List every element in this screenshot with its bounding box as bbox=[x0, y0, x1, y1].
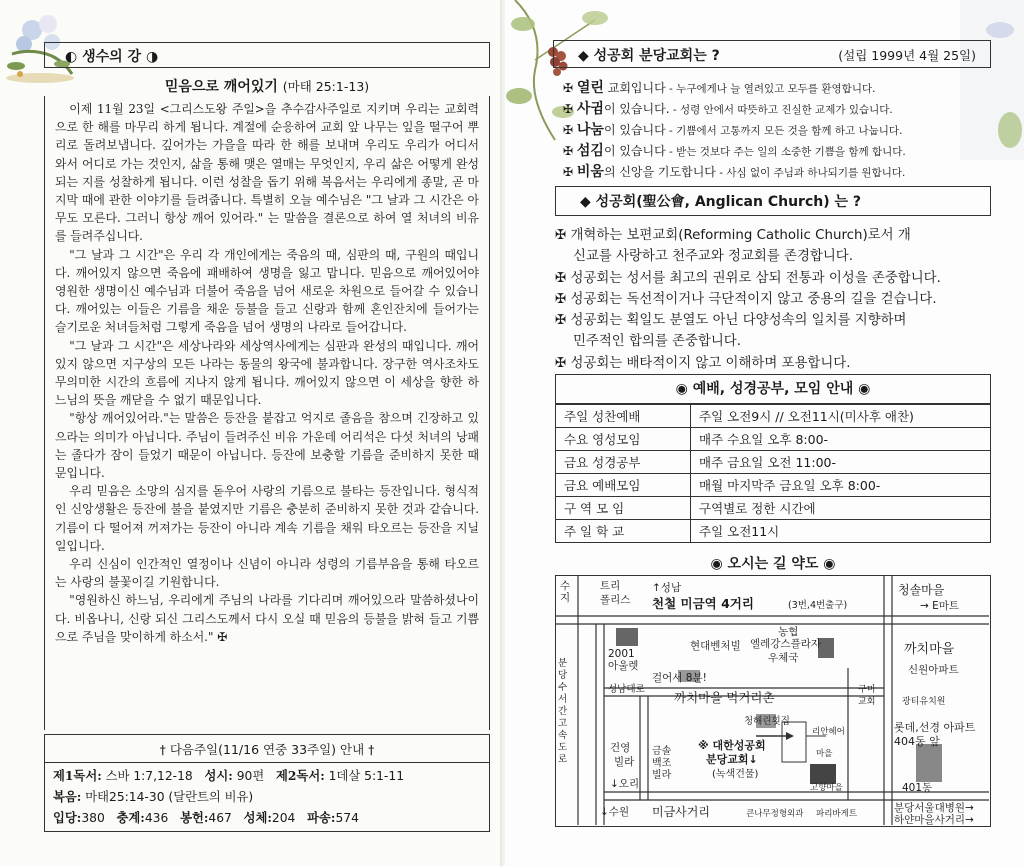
sermon-body bbox=[44, 96, 490, 730]
cross-bullet-icon: ✠ bbox=[555, 313, 571, 329]
map-label-suji: 수지 bbox=[560, 580, 571, 604]
map-label-paris: 파리바게트 bbox=[816, 809, 858, 819]
hymn-label: 성체: bbox=[243, 810, 272, 825]
map-label-401: 401동 bbox=[902, 782, 933, 794]
list-item bbox=[563, 162, 906, 183]
hymn-label: 봉헌: bbox=[180, 810, 209, 825]
schedule-name: 금요 예배모임 bbox=[556, 474, 691, 497]
keyword: 비움 bbox=[576, 164, 604, 180]
reading1: 스바 1:7,12-18 bbox=[105, 769, 193, 783]
map-label-intersection: 천철 미금역 4거리 bbox=[652, 596, 754, 611]
sermon-paragraph: 우리 신심이 인간적인 열정이나 신념이 아니라 성령의 기름부음을 통해 타오르는 사랑의 불꽃이길 기원합니다. bbox=[55, 557, 479, 590]
diamond-icon: ◆ bbox=[578, 48, 589, 64]
schedule-name: 금요 성경공부 bbox=[556, 451, 691, 474]
list-item bbox=[555, 268, 995, 289]
next-week-box bbox=[44, 734, 490, 832]
header-title: 생수의 강 bbox=[82, 49, 142, 65]
map-label-cheonghae: 청해린횟집 bbox=[744, 716, 790, 727]
schedule-time: 구역별로 정한 시간에 bbox=[691, 497, 991, 520]
map-label-404: 404동 앞 bbox=[894, 735, 940, 748]
map-label-seongnam-road: 성남대로 bbox=[608, 684, 645, 695]
map-label-mauel: 마을 bbox=[816, 749, 833, 759]
item-desc: - 성령 안에서 따뜻하고 진실한 교제가 있습니다. bbox=[669, 104, 893, 116]
list-item bbox=[563, 99, 906, 120]
founded-date: (설립 1999년 4월 25일) bbox=[838, 48, 976, 63]
map-title: ◉ 오시는 길 약도 ◉ bbox=[710, 556, 836, 572]
map-label-post: 우체국 bbox=[768, 652, 799, 664]
item-text: 이 있습니다 bbox=[603, 144, 666, 158]
map-label-kindergarten: 광티유치원 bbox=[902, 697, 946, 707]
map-label-outlet1: 2001 bbox=[608, 648, 635, 660]
hymn-number: 574 bbox=[335, 811, 359, 825]
table-row bbox=[556, 451, 990, 474]
schedule-time: 주일 오전11시 bbox=[691, 520, 991, 543]
map-label-tree: 트리 bbox=[600, 580, 621, 592]
item-text: 성공회는 획일도 분열도 아닌 다양성속의 일치를 지향하며 bbox=[570, 313, 907, 329]
item-text: 이 있습니다 bbox=[603, 123, 666, 137]
map-label-hayan: 하얀마을사거리→ bbox=[894, 814, 974, 826]
table-row bbox=[556, 520, 990, 543]
cross-bullet-icon: ✠ bbox=[555, 228, 571, 243]
hymn-number: 380 bbox=[81, 811, 105, 825]
item-desc: - 누구에게나 늘 열려있고 모두를 환영합니다. bbox=[665, 83, 876, 95]
branch-header-title: 성공회 분당교회는 ? bbox=[593, 48, 720, 64]
schedule-box bbox=[555, 374, 991, 543]
diamond-icon: ◆ bbox=[580, 194, 591, 210]
keyword: 사귐 bbox=[576, 101, 604, 117]
map-label-geumsol: 금솔 bbox=[652, 746, 672, 757]
reading2: 1데살 5:1-11 bbox=[328, 769, 405, 783]
map-label-clinic: 큰나무정형외과 bbox=[746, 809, 804, 819]
item-text: 성공회는 독선적이거나 극단적이지 않고 중용의 길을 걷습니다. bbox=[570, 291, 937, 307]
hymn-number: 204 bbox=[271, 811, 296, 825]
hymn-number: 436 bbox=[144, 811, 169, 825]
schedule-time: 매주 수요일 오후 8:00- bbox=[691, 428, 991, 451]
half-circle-icon: ◐ bbox=[65, 49, 78, 65]
list-item bbox=[555, 331, 995, 352]
map-label-villa2: 빌라 bbox=[652, 770, 672, 781]
map-label-church-name: 분당교회↓ bbox=[706, 753, 758, 766]
sermon-reference: (마태 25:1-13) bbox=[282, 79, 370, 94]
table-row bbox=[556, 405, 990, 428]
cross-bullet-icon: ✠ bbox=[563, 144, 577, 158]
sermon-paragraph: 우리 믿음은 소망의 심지를 돋우어 사랑의 기름으로 불타는 등잔입니다. 형식적인 신앙생활은 등잔에 불을 붙였지만 기름은 충분히 준비하지 못한 것과 같습니다. 기름이 다 떨어져 꺼져가는 등잔이 아니라 계속 기름을 채워 타오르는 등잔을 지닐 일입니다. bbox=[55, 484, 479, 553]
hymn-label: 입당: bbox=[53, 810, 82, 825]
map-label-ellegance: 엘레강스플라자 bbox=[750, 638, 822, 650]
table-row bbox=[556, 428, 990, 451]
map-label-church: ※ 대한성공회 bbox=[698, 739, 766, 752]
list-item bbox=[555, 246, 995, 267]
cross-bullet-icon: ✠ bbox=[555, 355, 571, 371]
section-header-anglican bbox=[555, 186, 991, 216]
sermon-title bbox=[44, 76, 490, 96]
cross-bullet-icon: ✠ bbox=[555, 270, 571, 286]
map-label-suwon: ↓수원 bbox=[600, 806, 630, 818]
gospel-label: 복음: bbox=[53, 789, 82, 804]
half-circle-icon: ◑ bbox=[145, 49, 159, 65]
map-label-migeum: 미금사거리 bbox=[652, 805, 710, 819]
right-page bbox=[505, 0, 1024, 866]
list-item bbox=[555, 353, 995, 374]
anglican-list bbox=[555, 225, 995, 374]
map-label-guemi-church: 교회 bbox=[858, 697, 876, 707]
schedule-time: 매월 마지막주 금요일 오후 8:00- bbox=[691, 474, 991, 497]
map-label-bundang-road: 분당수서간고속도로 bbox=[558, 658, 568, 765]
item-text: 민주적인 합의를 존중합니다. bbox=[573, 334, 741, 350]
map-label-walk: 걸어서 8분! bbox=[652, 672, 707, 684]
hymn-number: 467 bbox=[208, 811, 232, 825]
map-label-sinwon: 신원아파트 bbox=[908, 664, 959, 676]
list-item bbox=[555, 289, 995, 310]
map-label-ori: ↓오리 bbox=[610, 778, 640, 790]
branch-list bbox=[563, 78, 906, 183]
map-label-baekjo: 백조 bbox=[652, 758, 672, 769]
cross-bullet-icon: ✠ bbox=[563, 165, 577, 179]
map-label-guemi: 구미 bbox=[858, 685, 876, 695]
sermon-paragraph: "그 날과 그 시간"은 세상나라와 세상역사에게는 심판과 완성의 때입니다. 깨어있지 않으면 지구상의 모든 나라는 동물의 왕국에 불과합니다. 장구한 역사조차도 무의미한 시간의 흐름에 지나지 않게 됩니다. 깨어있지 않으면 이 세상을 향한 하느님의 뜻을 깨닫을 수 없기 때문입니다. bbox=[55, 338, 479, 408]
map-label-nonghyup: 농협 bbox=[778, 626, 799, 638]
sermon-paragraph: "그 날과 그 시간"은 우리 각 개인에게는 죽음의 때, 심판의 때, 구원의 때입니다. 깨어있지 않으면 죽음에 패배하여 생명을 잃고 맙니다. 믿음으로 깨어있어야 영원한 생명이신 예수님과 더불어 죽음을 넘어 새로운 차원으로 들어갈 수 있습니다. 깨어있는 이들은 기름을 채운 등불을 들고 신랑과 함께 혼인잔치에 들어가는 슬기로운 처녀들처럼 그렇게 죽음을 넘어 생명의 나라로 들어갑니다. bbox=[55, 247, 479, 335]
gospel-line bbox=[45, 784, 489, 805]
schedule-name: 구 역 모 임 bbox=[556, 497, 691, 520]
list-item bbox=[563, 78, 906, 99]
sermon-paragraph: "영원하신 하느님, 우리에게 주님의 나라를 기다리며 깨어있으라 말씀하셨나이다. 비옵나니, 신랑 되신 그리스도께서 다시 오실 때 믿음의 등불을 밝혀 들고 기쁨으로 주님을 맞이하게 하소서." ✠ bbox=[55, 593, 479, 644]
keyword: 섬김 bbox=[576, 143, 604, 159]
table-row bbox=[556, 497, 990, 520]
map-label-emart: → E마트 bbox=[920, 600, 960, 612]
cross-bullet-icon: ✠ bbox=[563, 102, 577, 116]
list-item bbox=[563, 141, 906, 162]
schedule-time: 주일 오전9시 // 오전11시(미사후 애찬) bbox=[691, 405, 991, 428]
map-label-food: 까치마을 먹거리촌 bbox=[674, 690, 775, 705]
schedule-name: 주일 성찬예배 bbox=[556, 405, 691, 428]
schedule-title: ◉ 예배, 성경공부, 모임 안내 ◉ bbox=[556, 375, 990, 404]
left-page bbox=[0, 0, 505, 866]
section-header-branch bbox=[553, 40, 991, 68]
map-label-geonyoung: 건영 bbox=[610, 742, 631, 754]
list-item bbox=[555, 310, 995, 331]
directions-map bbox=[555, 575, 991, 827]
keyword: 열린 bbox=[576, 80, 604, 96]
map-label-lotte: 롯데,선경 아파트 bbox=[894, 721, 976, 734]
item-text: 성공회는 성서를 최고의 권위로 삼되 전통과 이성을 존중합니다. bbox=[570, 270, 941, 286]
item-desc: - 기쁨에서 고통까지 모든 것을 함께 하고 나눕니다. bbox=[665, 125, 903, 137]
schedule-name: 주 일 학 교 bbox=[556, 520, 691, 543]
map-label-kkachi: 까치마을 bbox=[904, 642, 955, 657]
keyword: 나눔 bbox=[576, 122, 604, 138]
cross-bullet-icon: ✠ bbox=[555, 291, 571, 307]
psalm-label: 성시: bbox=[204, 768, 233, 783]
map-label-hyundai: 현대벤처빌 bbox=[690, 640, 741, 652]
sermon-title-text: 믿음으로 깨어있기 bbox=[164, 79, 278, 95]
item-text: 신교를 사랑하고 천주교와 정교회를 존경합니다. bbox=[573, 249, 853, 265]
map-label-green-building: (녹색건물) bbox=[712, 769, 759, 780]
map-label-villa: 빌라 bbox=[614, 756, 635, 768]
anglican-header-title: 성공회(聖公會, Anglican Church) 는 ? bbox=[595, 194, 861, 210]
map-label-bus: (3번,4번출구) bbox=[788, 600, 848, 611]
section-header-living-water bbox=[44, 42, 490, 68]
next-week-title: † 다음주일(11/16 연중 33주일) 안내 † bbox=[45, 735, 489, 763]
hymn-label: 충계: bbox=[116, 810, 145, 825]
schedule-table bbox=[556, 404, 990, 542]
schedule-name: 수요 영성모임 bbox=[556, 428, 691, 451]
item-text: 성공회는 배타적이지 않고 이해하며 포용합니다. bbox=[570, 355, 851, 371]
readings-line bbox=[45, 763, 489, 784]
item-text: 개혁하는 보편교회(Reforming Catholic Church)로서 개 bbox=[570, 228, 911, 243]
leaf-decoration-icon bbox=[960, 0, 1024, 160]
list-item bbox=[563, 120, 906, 141]
item-text: 의 신앙을 기도합니다 bbox=[603, 165, 716, 179]
reading2-label: 제2독서: bbox=[276, 768, 325, 783]
map-label-rian: 리안헤어 bbox=[812, 727, 845, 737]
item-desc: - 사심 없이 주님과 하나되기를 원합니다. bbox=[715, 167, 906, 179]
item-desc: - 받는 것보다 주는 일의 소중한 기쁨을 함께 합니다. bbox=[665, 146, 906, 158]
hymns-line bbox=[45, 805, 489, 826]
cross-bullet-icon: ✠ bbox=[563, 123, 577, 137]
gospel: 마태25:14-30 (달란트의 비유) bbox=[85, 790, 254, 804]
psalm: 90편 bbox=[236, 769, 265, 783]
map-label-hospital: 분당서울대병원→ bbox=[894, 802, 974, 814]
map-label-outlet2: 아울렛 bbox=[608, 660, 639, 672]
hymn-label: 파송: bbox=[307, 810, 336, 825]
map-label-follis: 폴리스 bbox=[600, 594, 631, 606]
item-text: 교회입니다 bbox=[603, 81, 666, 95]
map-label-seongnam: ↑성남 bbox=[652, 582, 682, 594]
sermon-paragraph: "항상 깨어있어라."는 말씀은 등잔을 붙잡고 억지로 졸음을 참으며 긴장하고 있으라는 의미가 아닙니다. 주님이 들려주신 비유 가운데 어리석은 다섯 처녀의 낭패는 졸다가 잠이 들었기 때문이 아닙니다. 등잔에 보충할 기름을 준비하지 못한 때문입니다. bbox=[55, 411, 479, 481]
map-label-cheongsol: 청솔마을 bbox=[898, 583, 945, 597]
map-label-gohyang: 고향마을 bbox=[810, 783, 843, 793]
item-text: 이 있습니다. bbox=[603, 102, 670, 116]
schedule-time: 매주 금요일 오전 11:00- bbox=[691, 451, 991, 474]
cross-bullet-icon: ✠ bbox=[563, 81, 577, 95]
table-row bbox=[556, 474, 990, 497]
sermon-paragraph: 이제 11월 23일 <그리스도왕 주일>을 추수감사주일로 지키며 우리는 교회력으로 한 해를 마무리 하게 됩니다. 계절에 순응하여 교회 앞 나무는 잎을 떨구어 뿌리로 돌려보냅니다. 깊어가는 가을을 따라 한 해를 보내며 우리도 우리가 어디서 와서 어디로 가는 것인지, 삶을 통해 맺은 열매는 무엇인지, 우리 삶은 어떻게 완성되는 지를 성찰하게 됩니다. 이런 성찰을 돕기 위해 복음서는 우리에게 종말, 곧 마지막 때에 관한 이야기를 들려줍니다. 특별히 오늘 예수님은 "그 날과 그 시간은 아무도 모른다. 그러니 항상 깨어 있어라." 는 말씀을 결론으로 하여 열 처녀의 비유를 들려주십니다. bbox=[55, 102, 479, 244]
reading1-label: 제1독서: bbox=[53, 768, 102, 783]
list-item bbox=[555, 225, 995, 246]
